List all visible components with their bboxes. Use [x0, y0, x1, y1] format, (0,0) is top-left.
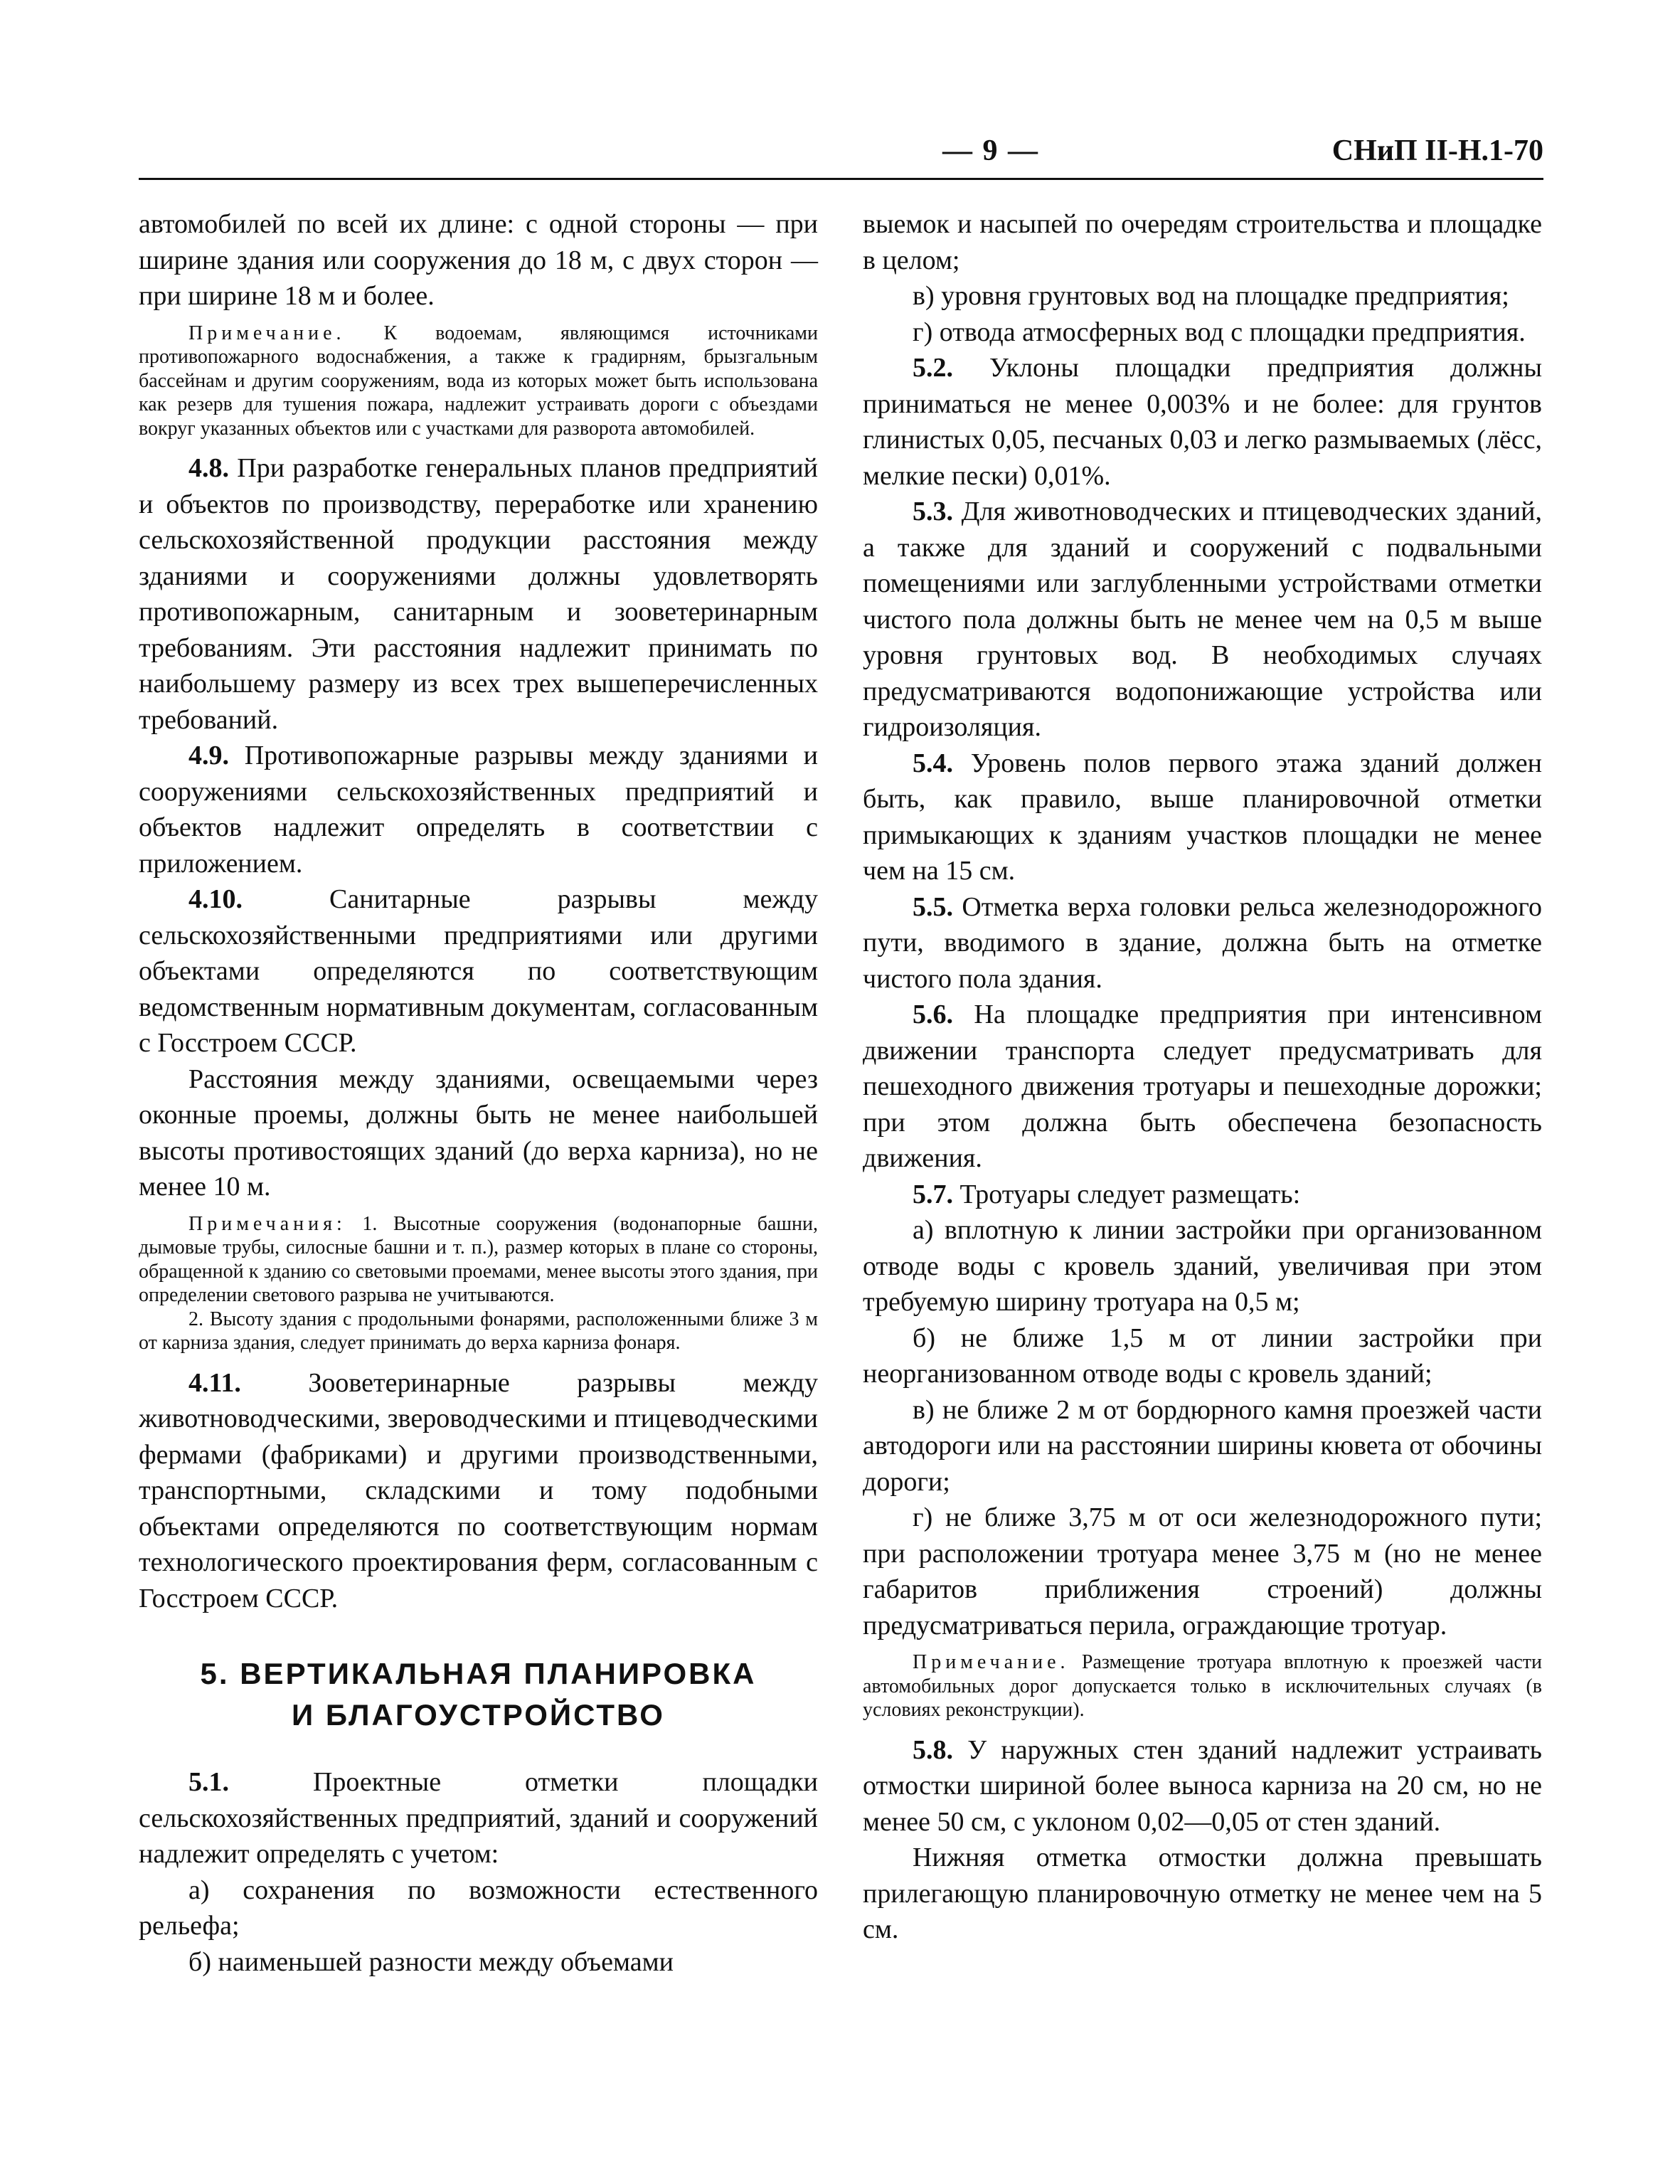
note-text: 1. Высотные сооружения (водонапорные башни, дымовые трубы, силосные башни и т. п.), размер которых в плане со стороны, обращенной к зданию со световыми проемами, менее высоты этого здания, при определении светового разрыва не учитываются. — [139, 1212, 819, 1306]
clause-4-8 — [139, 450, 818, 738]
right-column — [863, 206, 1542, 1948]
clause-5-7-v: в) не ближе 2 м от бордюрного камня проезжей части автодороги или на расстоянии ширины кювета от обочины дороги; — [863, 1394, 1542, 1497]
clause-text: Тротуары следует размещать: — [959, 1179, 1301, 1209]
clause-text: Отметка верха головки рельса железнодорожного пути, вводимого в здание, должна быть на отметке чистого пола здания. — [863, 891, 1542, 994]
note-3 — [863, 1650, 1542, 1722]
clause-number: 4.9. — [188, 741, 229, 770]
clause-5-8 — [863, 1732, 1542, 1840]
clause-text: У наружных стен зданий надлежит устраивать отмостки шириной более выноса карниза на 20 см, но не менее 50 см, с уклоном 0,02—0,05 от стен зданий. — [863, 1734, 1542, 1837]
clause-number: 5.1. — [188, 1767, 229, 1797]
clause-text: При разработке генеральных планов предприятий и объектов по производству, переработке или хранению сельскохозяйственной продукции расстояния между зданиями и сооружениями должны удовлетворять противопожарным, санитарным и зооветеринарным требованиям. Эти расстояния надлежит принимать по наибольшему размеру из всех трех вышеперечисленных требований. — [139, 453, 819, 735]
clause-5-3 — [863, 494, 1542, 746]
section-title — [139, 1653, 818, 1736]
page-header — [139, 128, 1543, 180]
note-1 — [139, 322, 818, 441]
clause-5-7-b: б) не ближе 1,5 м от линии застройки при неорганизованном отводе воды с кровель зданий; — [863, 1322, 1542, 1389]
left-column — [139, 206, 818, 1980]
note-label: Примечание. — [188, 322, 346, 344]
clause-number: 5.4. — [913, 748, 953, 778]
clause-text: Санитарные разрывы между сельскохозяйственными предприятиями или другими объектами определяются по соответствующим ведомственным нормативным документам, согласованным с Госстроем СССР. — [139, 884, 819, 1058]
clause-5-7-g: г) не ближе 3,75 м от оси железнодорожного пути; при расположении тротуара менее 3,75 м (но не менее габаритов приближения строений) должны предусматриваться перила, ограждающие тротуар. — [863, 1502, 1542, 1640]
clause-text: Для животноводческих и птицеводческих зданий, а также для зданий и сооружений с подвальными помещениями или заглубленными устройствами отметки чистого пола должны быть не менее чем на 0,5 м выше уровня грунтовых вод. В необходимых случаях предусматриваются водопонижающие устройства или гидроизоляция. — [863, 497, 1542, 742]
clause-text: На площадке предприятия при интенсивном движении транспорта следует предусматривать для пешеходного движения тротуары и пешеходные дорожки; при этом должна быть обеспечена безопасность движения. — [863, 1000, 1543, 1173]
paragraph-continuation: автомобилей по всей их длине: с одной стороны — при ширине здания или сооружения до 18 м, с двух сторон — при ширине 18 м и более. — [139, 209, 818, 311]
clause-text: Уклоны площадки предприятия должны приниматься не менее 0,003% и не более: для грунтов глинистых 0,05, песчаных 0,03 и легко размываемых (лёсс, мелкие пески) 0,01%. — [863, 353, 1542, 491]
page-number: — 9 — — [942, 134, 1039, 167]
clause-number: 4.11. — [188, 1367, 241, 1398]
clause-5-6 — [863, 997, 1542, 1177]
section-title-line-1: 5. ВЕРТИКАЛЬНАЯ ПЛАНИРОВКА — [200, 1657, 757, 1690]
clause-5-1-g: г) отвода атмосферных вод с площадки предприятия. — [913, 317, 1526, 347]
clause-5-4 — [863, 746, 1542, 889]
clause-text: Проектные отметки площадки сельскохозяйственных предприятий, зданий и сооружений надлежит определять с учетом: — [139, 1767, 818, 1869]
clause-number: 5.5. — [913, 891, 953, 922]
clause-number: 5.3. — [913, 497, 953, 526]
note-2 — [139, 1212, 818, 1355]
clause-number: 5.2. — [913, 353, 953, 383]
note-text: Размещение тротуара вплотную к проезжей части автомобильных дорог допускается только в исключительных случаях (в условиях реконструкции). — [863, 1651, 1542, 1721]
section-title-line-2: И БЛАГОУСТРОЙСТВО — [292, 1698, 665, 1732]
document-code: СНиП II-Н.1-70 — [1331, 134, 1543, 167]
clause-5-1-v: в) уровня грунтовых вод на площадке предприятия; — [913, 281, 1509, 311]
clause-5-1 — [139, 1764, 818, 1872]
clause-number: 5.8. — [913, 1734, 953, 1765]
clause-5-1-b-continuation: выемок и насыпей по очередям строительства и площадке в целом; — [863, 209, 1542, 275]
clause-5-1-a: а) сохранения по возможности естественного рельефа; — [139, 1875, 818, 1941]
note-label: Примечание. — [913, 1651, 1070, 1673]
clause-number: 5.6. — [913, 1000, 953, 1029]
note-2-item-1 — [139, 1212, 818, 1308]
clause-text: Уровень полов первого этажа зданий должен быть, как правило, выше планировочной отметки примыкающих к зданиям участков площадки не менее чем на 15 см. — [863, 748, 1543, 886]
clause-5-2 — [863, 350, 1542, 494]
clause-text: Зооветеринарные разрывы между животноводческими, звероводческими и птицеводческими фермами (фабриками) и другими производственными, транспортными, складскими и тому подобными объектами определяются по соответствующим нормам технологического проектирования ферм, согласованным с Госстроем СССР. — [139, 1367, 818, 1613]
clause-number: 4.8. — [188, 453, 229, 483]
clause-number: 5.7. — [913, 1179, 953, 1209]
paragraph-blind-area: Нижняя отметка отмостки должна превышать прилегающую планировочную отметку не менее чем на 5 см. — [863, 1843, 1542, 1944]
note-2-item-2: 2. Высоту здания с продольными фонарями, расположенными ближе 3 м от карниза здания, следует принимать до верха карниза фонаря. — [139, 1308, 818, 1354]
clause-text: Противопожарные разрывы между зданиями и сооружениями сельскохозяйственных предприятий и объектов надлежит определять в соответствии с приложением. — [139, 741, 819, 879]
clause-5-1-b: б) наименьшей разности между объемами — [188, 1946, 674, 1977]
clause-4-11 — [139, 1365, 818, 1617]
note-text: К водоемам, являющимся источниками противопожарного водоснабжения, а также к градирням, брызгальным бассейнам и другим сооружениям, вода из которых может быть использована как резерв для тушения пожара, надлежит устраивать дороги с объездами вокруг указанных объектов или с участками для разворота автомобилей. — [139, 322, 818, 440]
clause-5-7 — [863, 1177, 1542, 1213]
clause-5-7-a: а) вплотную к линии застройки при организованном отводе воды с кровель зданий, увеличивая при этом требуемую ширину тротуара на 0,5 м; — [863, 1215, 1542, 1317]
paragraph-light-distance: Расстояния между зданиями, освещаемыми через оконные проемы, должны быть не менее наибольшей высоты противостоящих зданий (до верха карниза), но не менее 10 м. — [139, 1064, 818, 1202]
clause-number: 4.10. — [188, 884, 243, 914]
clause-4-9 — [139, 738, 818, 881]
note-label: Примечания: — [188, 1212, 346, 1235]
clause-4-10 — [139, 881, 818, 1061]
clause-5-5 — [863, 889, 1542, 997]
